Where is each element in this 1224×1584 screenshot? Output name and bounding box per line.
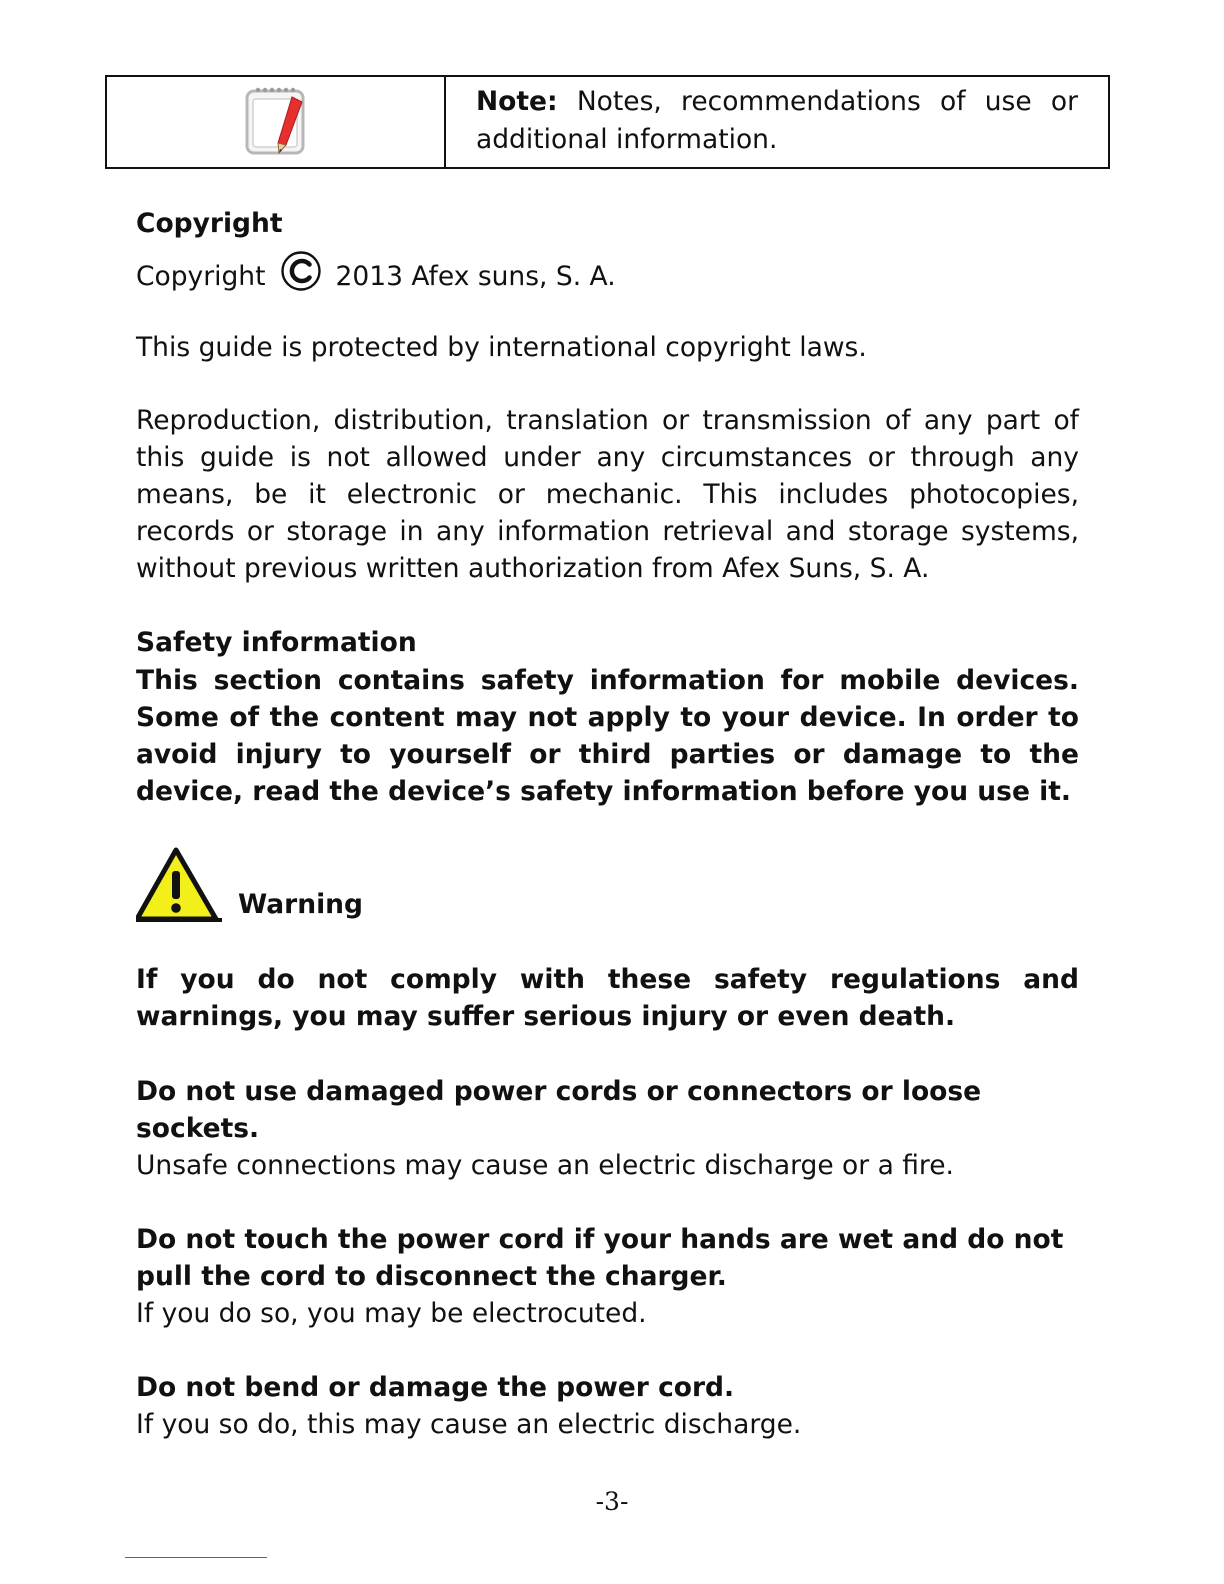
safety-item-body: If you do so, you may be electrocuted. bbox=[136, 1298, 647, 1329]
reproduction-paragraph: Reproduction, distribution, translation or transmission of any part of this guide is not allowed under any circumstances or through any means, be it electronic or mechanic. This includes photocopies, records or storage in any information retrieval and storage systems, without previous written authorization from Afex Suns, S. A. bbox=[136, 405, 1079, 584]
note-text bbox=[446, 77, 1108, 167]
note-description: Notes, recommendations of use or additional information. bbox=[476, 86, 1078, 155]
safety-item-title: Do not bend or damage the power cord. bbox=[136, 1372, 735, 1403]
safety-intro: This section contains safety information for mobile devices. Some of the content may not apply to your device. In order to avoid injury to yourself or third parties or damage to the device, read the device’s safety information before you use it. bbox=[136, 665, 1079, 807]
warning-label: Warning bbox=[238, 889, 364, 920]
safety-item-body: If you so do, this may cause an electric discharge. bbox=[136, 1409, 802, 1440]
protected-statement: This guide is protected by international copyright laws. bbox=[136, 332, 867, 363]
safety-item-title: Do not touch the power cord if your hands are wet and do not pull the cord to disconnect the charger. bbox=[136, 1224, 1064, 1292]
warning-triangle-icon bbox=[136, 847, 222, 923]
copyright-icon bbox=[280, 250, 322, 292]
note-box bbox=[105, 75, 1110, 169]
note-icon-cell bbox=[107, 77, 446, 167]
page-number: -3- bbox=[595, 1487, 629, 1516]
footer-rule bbox=[125, 1557, 267, 1558]
copyright-line bbox=[136, 256, 1079, 296]
safety-item-body: Unsafe connections may cause an electric discharge or a fire. bbox=[136, 1150, 954, 1181]
notepad-pencil-icon bbox=[244, 83, 308, 161]
warning-text: If you do not comply with these safety regulations and warnings, you may suffer serious injury or even death. bbox=[136, 964, 1079, 1032]
warning-row bbox=[136, 847, 1079, 923]
copyright-suffix: 2013 Afex suns, S. A. bbox=[335, 260, 616, 292]
safety-heading: Safety information bbox=[136, 627, 417, 658]
note-label: Note: bbox=[476, 86, 558, 117]
copyright-prefix: Copyright bbox=[136, 260, 266, 292]
safety-item-title: Do not use damaged power cords or connectors or loose sockets. bbox=[136, 1076, 982, 1144]
page-content bbox=[136, 205, 1079, 1443]
copyright-heading: Copyright bbox=[136, 208, 283, 239]
